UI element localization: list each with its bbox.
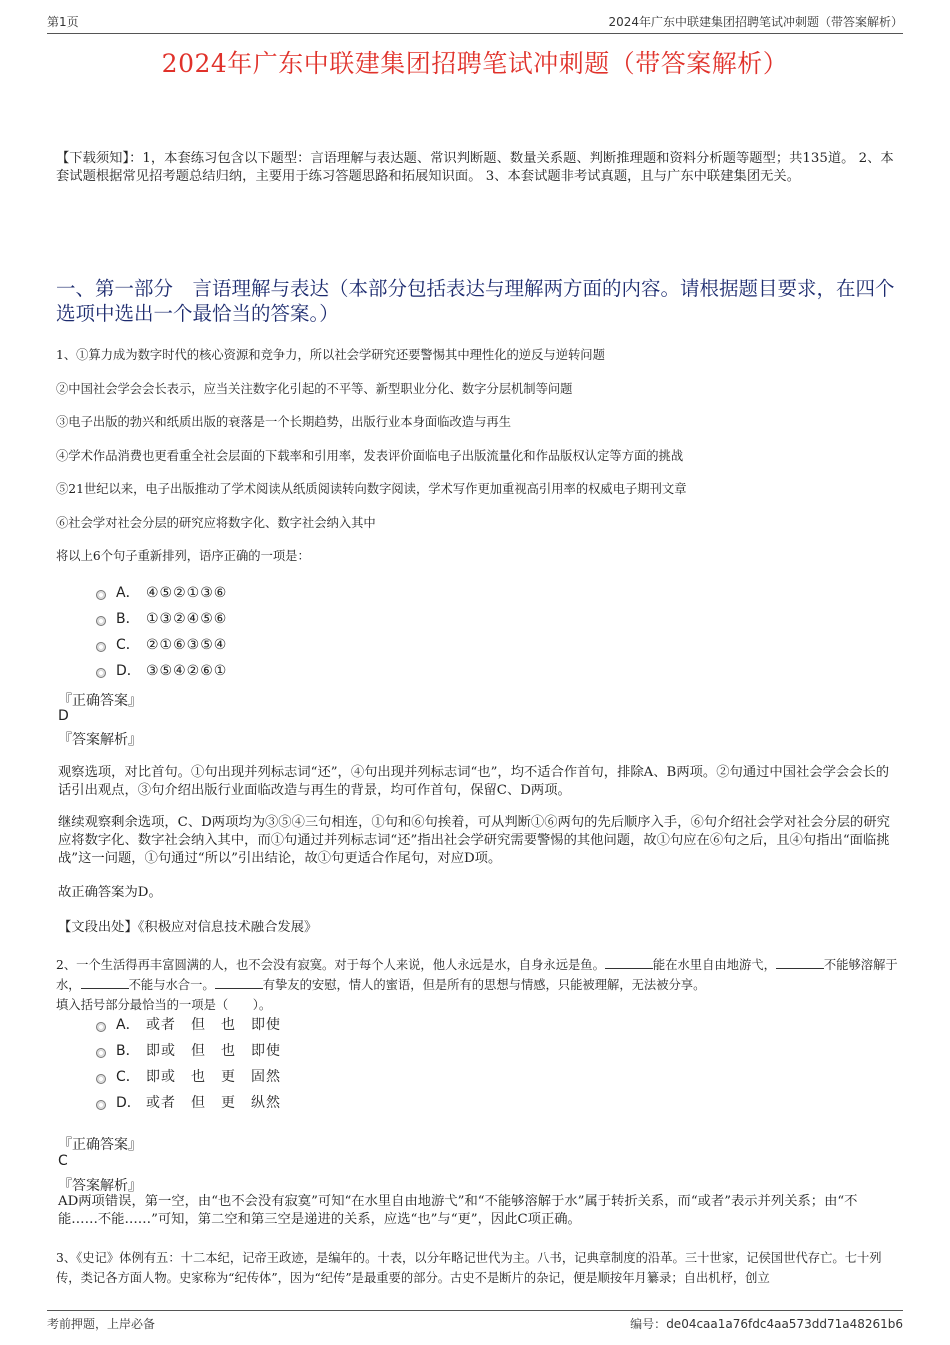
- q1-option-b[interactable]: B． ①③②④⑤⑥: [96, 606, 227, 632]
- q2-option-d[interactable]: D． 或者 但 更 纵然: [96, 1090, 281, 1116]
- radio-icon[interactable]: [96, 642, 106, 652]
- q2-option-b[interactable]: B． 即或 但 也 即使: [96, 1038, 281, 1064]
- q1-option-c[interactable]: C． ②①⑥③⑤④: [96, 632, 227, 658]
- q2-analysis-label: 『答案解析』: [58, 1178, 142, 1194]
- page-number: 第1页: [47, 15, 79, 29]
- q2-analysis: AD两项错误，第一空，由“也不会没有寂寞”可知“在水里自由地游弋”和“不能够溶解于水”属于转折关系，而“或者”表示并列关系；由“不能……不能……”可知，第二空和第三空是递进的关系，应选“也”与“更”，因此C项正确。: [58, 1194, 858, 1227]
- q1-answer: D: [58, 708, 69, 724]
- radio-icon[interactable]: [96, 1048, 106, 1058]
- q1-line: ②中国社会学会会长表示，应当关注数字化引起的不平等、新型职业分化、数字分层机制等问题: [56, 381, 573, 396]
- radio-icon[interactable]: [96, 668, 106, 678]
- q1-analysis-para: 故正确答案为D。: [58, 885, 162, 900]
- radio-icon[interactable]: [96, 590, 106, 600]
- q1-line: ③电子出版的勃兴和纸质出版的衰落是一个长期趋势，出版行业本身面临改造与再生: [56, 415, 511, 429]
- q2-option-a[interactable]: A． 或者 但 也 即使: [96, 1012, 281, 1038]
- fill-blank: [81, 977, 129, 989]
- page-footer: [47, 1310, 903, 1332]
- fill-blank: [605, 957, 653, 969]
- q1-line: 1、①算力成为数字时代的核心资源和竞争力，所以社会学研究还要警惕其中理性化的逆反与逆转问题: [56, 348, 605, 362]
- q1-analysis-para: 观察选项，对比首句。①句出现并列标志词“还”，④句出现并列标志词“也”，均不适合作首句，排除A、B两项。②句通过中国社会学会会长的话引出观点，③句介绍出版行业面临改造与再生的背景，均可作首句，保留C、D两项。: [58, 765, 890, 798]
- q1-option-a[interactable]: A． ④⑤②①③⑥: [96, 580, 227, 606]
- fill-blank: [215, 977, 263, 989]
- q2-answer-label: 『正确答案』: [58, 1137, 142, 1153]
- q1-source: 【文段出处】《积极应对信息技术融合发展》: [58, 920, 318, 935]
- footer-code: 编号：de04caa1a76fdc4aa573dd71a48261b6: [630, 1317, 903, 1331]
- q1-option-d[interactable]: D． ③⑤④②⑥①: [96, 658, 227, 684]
- question-1-options: [96, 580, 227, 684]
- fill-blank: [776, 957, 824, 969]
- radio-icon[interactable]: [96, 1100, 106, 1110]
- section-title: 一、第一部分 言语理解与表达（本部分包括表达与理解两方面的内容。请根据题目要求，在四个选项中选出一个最恰当的答案。）: [56, 277, 895, 325]
- document-title: 2024年广东中联建集团招聘笔试冲刺题（带答案解析）: [161, 49, 789, 78]
- radio-icon[interactable]: [96, 616, 106, 626]
- question-2-stem: 2、一个生活得再丰富圆满的人，也不会没有寂寞。对于每个人来说，他人永远是水，自身永远是鱼。 能在水里自由地游弋， 不能够溶解于水， 不能与水合一。 有挚友的安慰，情人的蜜语，但是所有的思想与情感，只能被理解，无法被分享。 填入括号部分最恰当的一项是（ ）。: [56, 955, 898, 1015]
- footer-slogan: 考前押题，上岸必备: [47, 1317, 156, 1331]
- download-notice: 【下载须知】：1，本套练习包含以下题型：言语理解与表达题、常识判断题、数量关系题、判断推理题和资料分析题等题型；共135道。 2、本套试题根据常见招考题总结归纳，主要用于练习答题思路和拓展知识面。 3、本套试题非考试真题，且与广东中联建集团无关。: [56, 151, 894, 184]
- page-header: [47, 14, 903, 34]
- q1-answer-label: 『正确答案』: [58, 693, 142, 709]
- q1-line: ⑥社会学对社会分层的研究应将数字化、数字社会纳入其中: [56, 515, 376, 530]
- radio-icon[interactable]: [96, 1022, 106, 1032]
- q1-analysis-para: 继续观察剩余选项，C、D两项均为③⑤④三句相连，①句和⑥句挨着，可从判断①⑥两句的先后顺序入手，⑥句介绍社会学对社会分层的研究应将数字化、数字社会纳入其中，而①句通过并列标志词“还”指出社会学研究需要警惕的其他问题，故①句应在⑥句之后，且④句指出“面临挑战”这一问题，①句通过“所以”引出结论，故①句更适合作尾句，对应D项。: [58, 815, 890, 866]
- question-3-stem: 3、《史记》体例有五：十二本纪，记帝王政迹，是编年的。十表，以分年略记世代为主。八书，记典章制度的沿革。三十世家，记侯国世代存亡。七十列传，类记各方面人物。史家称为“纪传体”，因为“纪传”是最重要的部分。古史不是断片的杂记，便是顺按年月纂录；自出机杼，创立: [56, 1251, 882, 1285]
- q1-analysis-label: 『答案解析』: [58, 732, 142, 748]
- q2-answer: C: [58, 1153, 68, 1169]
- q1-prompt: 将以上6个句子重新排列，语序正确的一项是：: [56, 549, 310, 563]
- radio-icon[interactable]: [96, 1074, 106, 1084]
- header-doc-title: 2024年广东中联建集团招聘笔试冲刺题（带答案解析）: [608, 15, 903, 29]
- q2-option-c[interactable]: C． 即或 也 更 固然: [96, 1064, 281, 1090]
- q1-line: ⑤21世纪以来，电子出版推动了学术阅读从纸质阅读转向数字阅读，学术写作更加重视高引用率的权威电子期刊文章: [56, 482, 687, 496]
- question-2-options: [96, 1012, 281, 1116]
- q2-prompt: 填入括号部分最恰当的一项是（ ）。: [56, 998, 272, 1012]
- question-1-stem: [56, 345, 898, 580]
- q1-line: ④学术作品消费也更看重全社会层面的下载率和引用率，发表评价面临电子出版流量化和作品版权认定等方面的挑战: [56, 448, 684, 463]
